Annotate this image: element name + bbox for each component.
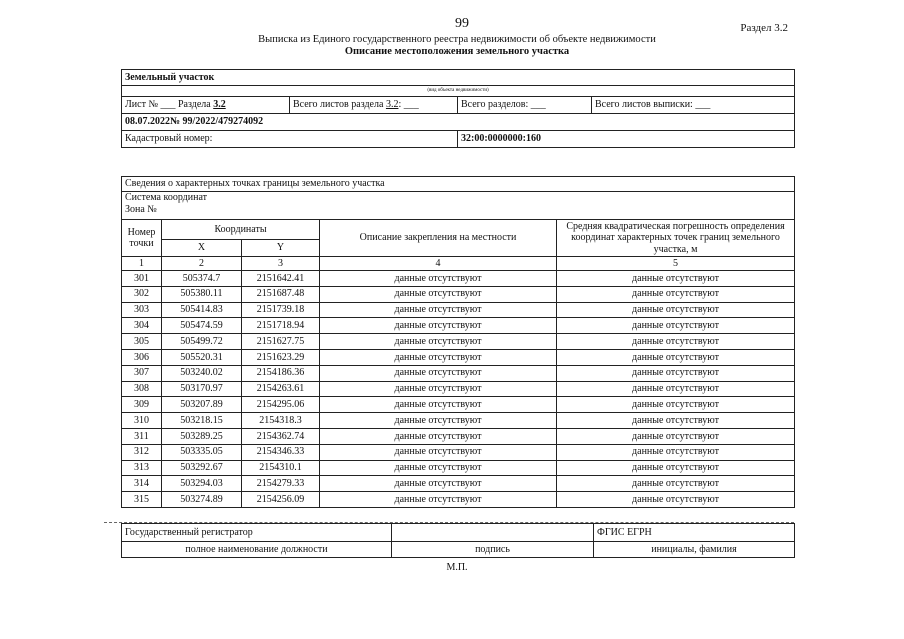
col-index-3: 3 xyxy=(242,257,320,271)
point-x: 503289.25 xyxy=(162,428,242,444)
table-row xyxy=(122,413,795,429)
point-number: 301 xyxy=(122,271,162,287)
col-description-header: Описание закрепления на местности xyxy=(320,220,557,257)
point-y: 2154186.36 xyxy=(242,365,320,381)
point-error: данные отсутствуют xyxy=(557,286,795,302)
col-index-2: 2 xyxy=(162,257,242,271)
point-y: 2154362.74 xyxy=(242,428,320,444)
table-row xyxy=(122,444,795,460)
point-y: 2151718.94 xyxy=(242,318,320,334)
point-description: данные отсутствуют xyxy=(320,413,557,429)
point-x: 505499.72 xyxy=(162,334,242,350)
point-y: 2154318.3 xyxy=(242,413,320,429)
point-number: 312 xyxy=(122,444,162,460)
signature-field xyxy=(392,524,594,542)
point-number: 314 xyxy=(122,476,162,492)
stamp-place: М.П. xyxy=(446,562,468,573)
system-label: ФГИС ЕГРН xyxy=(594,524,795,542)
col-coords-header: Координаты xyxy=(162,220,320,240)
cadastral-value: 32:00:0000000:160 xyxy=(458,131,795,148)
point-y: 2154295.06 xyxy=(242,397,320,413)
object-type-caption: (вид объекта недвижимости) xyxy=(122,86,795,97)
point-y: 2154263.61 xyxy=(242,381,320,397)
point-x: 505474.59 xyxy=(162,318,242,334)
point-error: данные отсутствуют xyxy=(557,302,795,318)
col-y-header: Y xyxy=(242,240,320,257)
date-number: 08.07.2022№ 99/2022/479274092 xyxy=(122,114,795,131)
point-description: данные отсутствуют xyxy=(320,365,557,381)
point-number: 307 xyxy=(122,365,162,381)
point-number: 310 xyxy=(122,413,162,429)
point-x: 503294.03 xyxy=(162,476,242,492)
table-row xyxy=(122,381,795,397)
object-type: Земельный участок xyxy=(122,70,795,86)
point-number: 311 xyxy=(122,428,162,444)
point-error: данные отсутствуют xyxy=(557,365,795,381)
total-sheets-section-ref: 3.2 xyxy=(385,99,399,111)
point-description: данные отсутствуют xyxy=(320,397,557,413)
signature-caption: подпись xyxy=(392,542,594,558)
point-description: данные отсутствуют xyxy=(320,428,557,444)
point-y: 2151687.48 xyxy=(242,286,320,302)
point-x: 503274.89 xyxy=(162,492,242,508)
point-error: данные отсутствуют xyxy=(557,492,795,508)
total-sheets-extract: Всего листов выписки: ___ xyxy=(592,97,795,114)
point-x: 503292.67 xyxy=(162,460,242,476)
table-row xyxy=(122,302,795,318)
point-y: 2154279.33 xyxy=(242,476,320,492)
point-number: 308 xyxy=(122,381,162,397)
document-subtitle: Описание местоположения земельного участка xyxy=(344,46,570,57)
point-error: данные отсутствуют xyxy=(557,397,795,413)
object-info-table xyxy=(121,69,795,148)
table-row xyxy=(122,397,795,413)
table-row xyxy=(122,460,795,476)
col-x-header: X xyxy=(162,240,242,257)
point-error: данные отсутствуют xyxy=(557,428,795,444)
name-caption: инициалы, фамилия xyxy=(594,542,795,558)
points-block-title: Сведения о характерных точках границы земельного участка xyxy=(122,177,795,192)
point-description: данные отсутствуют xyxy=(320,444,557,460)
signature-table xyxy=(121,523,795,558)
point-number: 313 xyxy=(122,460,162,476)
col-number-header: Номер точки xyxy=(122,220,162,257)
point-description: данные отсутствуют xyxy=(320,302,557,318)
point-description: данные отсутствуют xyxy=(320,318,557,334)
point-rows xyxy=(122,271,795,508)
point-description: данные отсутствуют xyxy=(320,492,557,508)
col-index-4: 4 xyxy=(320,257,557,271)
section-label: Раздел 3.2 xyxy=(740,22,788,34)
point-description: данные отсутствуют xyxy=(320,476,557,492)
point-y: 2151623.29 xyxy=(242,349,320,365)
table-row xyxy=(122,271,795,287)
document-title: Выписка из Единого государственного реестра недвижимости об объекте недвижимости xyxy=(258,34,656,45)
sheet-number-label: Лист № ___ Раздела xyxy=(125,99,211,111)
position-caption: полное наименование должности xyxy=(122,542,392,558)
zone-label: Зона № xyxy=(125,203,157,215)
point-error: данные отсутствуют xyxy=(557,444,795,460)
col-index-1: 1 xyxy=(122,257,162,271)
point-error: данные отсутствуют xyxy=(557,318,795,334)
total-sheets-section-blank: : ___ xyxy=(398,99,419,111)
sheet-number-cell xyxy=(122,97,290,114)
point-x: 505414.83 xyxy=(162,302,242,318)
col-index-5: 5 xyxy=(557,257,795,271)
point-number: 304 xyxy=(122,318,162,334)
point-y: 2154310.1 xyxy=(242,460,320,476)
point-number: 315 xyxy=(122,492,162,508)
point-error: данные отсутствуют xyxy=(557,271,795,287)
points-table xyxy=(121,176,795,508)
point-number: 309 xyxy=(122,397,162,413)
page-number: 99 xyxy=(455,16,469,31)
point-number: 305 xyxy=(122,334,162,350)
table-row xyxy=(122,349,795,365)
table-row xyxy=(122,334,795,350)
point-number: 302 xyxy=(122,286,162,302)
point-number: 303 xyxy=(122,302,162,318)
point-error: данные отсутствуют xyxy=(557,349,795,365)
point-description: данные отсутствуют xyxy=(320,334,557,350)
point-description: данные отсутствуют xyxy=(320,271,557,287)
registrar-label: Государственный регистратор xyxy=(122,524,392,542)
point-description: данные отсутствуют xyxy=(320,460,557,476)
section-ref: 3.2 xyxy=(213,99,226,111)
point-y: 2151627.75 xyxy=(242,334,320,350)
cadastral-label: Кадастровый номер: xyxy=(122,131,458,148)
point-x: 503170.97 xyxy=(162,381,242,397)
point-description: данные отсутствуют xyxy=(320,286,557,302)
point-description: данные отсутствуют xyxy=(320,349,557,365)
point-x: 505380.11 xyxy=(162,286,242,302)
point-error: данные отсутствуют xyxy=(557,381,795,397)
point-x: 503335.05 xyxy=(162,444,242,460)
point-x: 503240.02 xyxy=(162,365,242,381)
point-x: 505374.7 xyxy=(162,271,242,287)
table-row xyxy=(122,428,795,444)
point-x: 505520.31 xyxy=(162,349,242,365)
coord-system-label: Система координат xyxy=(125,192,208,203)
table-row xyxy=(122,492,795,508)
table-row xyxy=(122,365,795,381)
table-row xyxy=(122,318,795,334)
point-x: 503218.15 xyxy=(162,413,242,429)
point-error: данные отсутствуют xyxy=(557,476,795,492)
point-y: 2154346.33 xyxy=(242,444,320,460)
total-sections: Всего разделов: ___ xyxy=(458,97,592,114)
point-error: данные отсутствуют xyxy=(557,460,795,476)
table-row xyxy=(122,476,795,492)
point-error: данные отсутствуют xyxy=(557,334,795,350)
col-error-header: Средняя квадратическая погрешность определения координат характерных точек границ земельного участка, м xyxy=(557,220,795,257)
total-sheets-section-label: Всего листов раздела xyxy=(293,99,384,111)
point-y: 2151739.18 xyxy=(242,302,320,318)
point-y: 2151642.41 xyxy=(242,271,320,287)
point-number: 306 xyxy=(122,349,162,365)
point-error: данные отсутствуют xyxy=(557,413,795,429)
table-row xyxy=(122,286,795,302)
total-sheets-section-cell xyxy=(290,97,458,114)
point-y: 2154256.09 xyxy=(242,492,320,508)
point-description: данные отсутствуют xyxy=(320,381,557,397)
point-x: 503207.89 xyxy=(162,397,242,413)
